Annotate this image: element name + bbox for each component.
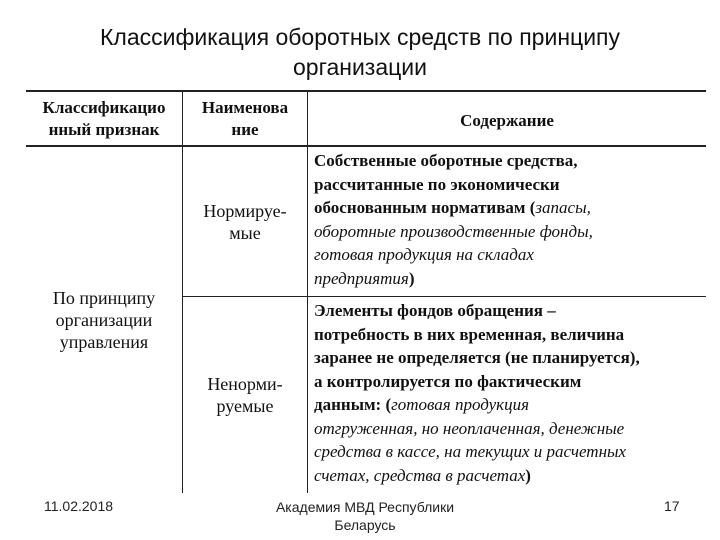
row-non-normed-name bbox=[183, 297, 307, 493]
content-line: рассчитанные по экономически bbox=[314, 174, 560, 194]
footer-org-line-2: Беларусь bbox=[334, 517, 396, 533]
content-line: заранее не определяется (не планируется), bbox=[314, 348, 640, 367]
content-line-mixed: данным: (готовая продукция bbox=[314, 395, 530, 414]
content-line: потребность в них временная, величина bbox=[314, 324, 625, 344]
content-line: оборотные производственные фонды, bbox=[314, 221, 593, 241]
footer-date: 11.02.2018 bbox=[44, 498, 114, 514]
header-col1-line-2: нный признак bbox=[48, 119, 160, 139]
classification-table bbox=[26, 90, 706, 493]
footer-org-line-1: Академия МВД Республики bbox=[275, 499, 455, 515]
slide-title-line-2: организации bbox=[292, 54, 427, 80]
row-normed-name-line-2: мые bbox=[229, 222, 261, 243]
group-line-1: По принципу bbox=[52, 288, 156, 308]
header-content bbox=[308, 94, 706, 147]
group-cell bbox=[26, 147, 182, 493]
header-classification-feature bbox=[26, 92, 182, 145]
content-line: предприятия) bbox=[314, 268, 415, 288]
group-line-3: управления bbox=[59, 332, 149, 352]
content-line-mixed: обоснованным нормативам (запасы, bbox=[314, 198, 591, 217]
slide-title bbox=[20, 22, 700, 82]
header-col3: Содержание bbox=[460, 110, 554, 130]
content-line: счетах, средства в расчетах) bbox=[314, 465, 531, 485]
header-col2-line-2: ние bbox=[231, 119, 259, 139]
row-non-normed-content bbox=[308, 299, 706, 493]
row-normed-name-line-1: Нормируе- bbox=[203, 200, 287, 221]
row-non-normed-name-line-2: руемые bbox=[216, 396, 274, 416]
header-col1-line-1: Классификацио bbox=[42, 97, 166, 117]
content-line: готовая продукция на складах bbox=[314, 245, 534, 264]
slide-title-line-1: Классификация оборотных средств по принципу bbox=[100, 24, 620, 50]
content-line: а контролируется по фактическим bbox=[314, 371, 582, 391]
row-non-normed-name-line-1: Ненорми- bbox=[207, 374, 283, 394]
header-name bbox=[183, 92, 307, 145]
footer-organization bbox=[260, 498, 470, 534]
row-normed-name bbox=[183, 147, 307, 296]
content-line: средства в кассе, на текущих и расчетных bbox=[314, 442, 627, 461]
header-col2-line-1: Наименова bbox=[201, 97, 289, 117]
group-line-2: организации bbox=[55, 310, 153, 330]
row-normed-content bbox=[308, 149, 706, 296]
footer-page-number: 17 bbox=[664, 498, 680, 514]
content-line: Элементы фондов обращения – bbox=[314, 301, 556, 320]
content-line: отгруженная, но неоплаченная, денежные bbox=[314, 418, 625, 438]
content-line: Собственные оборотные средства, bbox=[314, 151, 578, 170]
